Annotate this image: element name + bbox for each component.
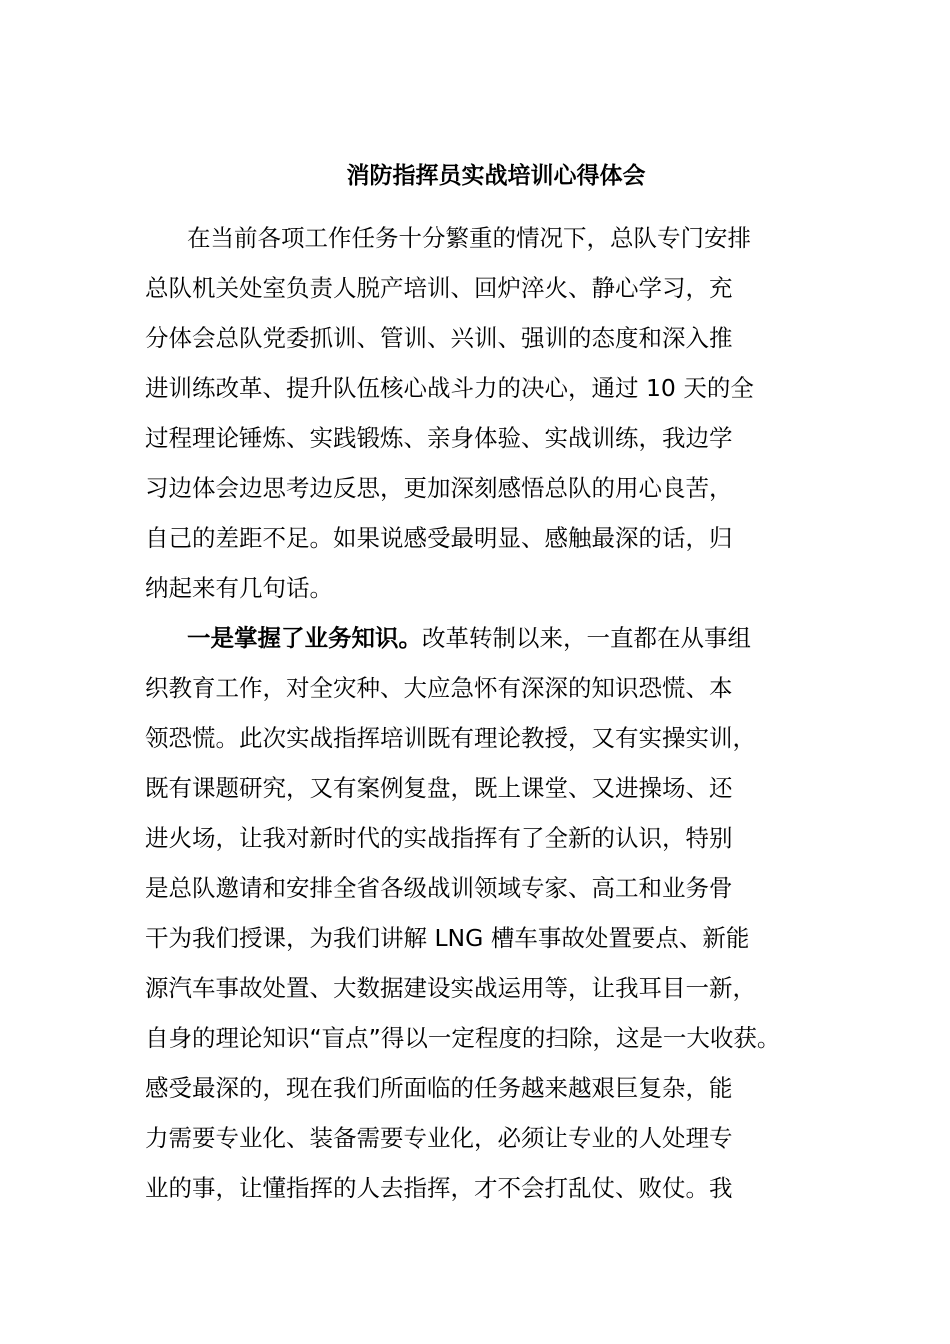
paragraph-line: 在当前各项工作任务十分繁重的情况下，总队专门安排 (187, 224, 751, 252)
paragraph-line: 过程理论锤炼、实践锻炼、亲身体验、实战训练，我边学 (145, 424, 733, 452)
paragraph-line: 自己的差距不足。如果说感受最明显、感触最深的话，归 (145, 524, 733, 552)
section-heading: 一是掌握了业务知识。 (187, 624, 422, 652)
paragraph-line: 分体会总队党委抓训、管训、兴训、强训的态度和深入推 (145, 324, 733, 352)
paragraph-line: 源汽车事故处置、大数据建设实战运用等，让我耳目一新， (145, 974, 756, 1002)
paragraph-line: 织教育工作，对全灾种、大应急怀有深深的知识恐慌、本 (145, 674, 733, 702)
paragraph-line: 自身的理论知识“盲点”得以一定程度的扫除，这是一大收获。 (145, 1024, 781, 1052)
paragraph-line: 进火场，让我对新时代的实战指挥有了全新的认识，特别 (145, 824, 733, 852)
paragraph-line: 领恐慌。此次实战指挥培训既有理论教授，又有实操实训， (145, 724, 756, 752)
paragraph-line: 既有课题研究，又有案例复盘，既上课堂、又进操场、还 (145, 774, 733, 802)
paragraph-line: 感受最深的，现在我们所面临的任务越来越艰巨复杂，能 (145, 1074, 733, 1102)
paragraph-line (187, 622, 751, 654)
paragraph-line: 力需要专业化、装备需要专业化，必须让专业的人处理专 (145, 1124, 733, 1152)
paragraph-text: 改革转制以来，一直都在从事组 (422, 624, 751, 652)
paragraph-line: 纳起来有几句话。 (145, 574, 333, 602)
paragraph-line: 是总队邀请和安排全省各级战训领域专家、高工和业务骨 (145, 874, 733, 902)
paragraph-line: 习边体会边思考边反思，更加深刻感悟总队的用心良苦， (145, 474, 733, 502)
paragraph-line: 总队机关处室负责人脱产培训、回炉淬火、静心学习，充 (145, 274, 733, 302)
paragraph-line: 干为我们授课，为我们讲解 LNG 槽车事故处置要点、新能 (145, 924, 750, 952)
document-title: 消防指挥员实战培训心得体会 (346, 163, 646, 189)
paragraph-line: 业的事，让懂指挥的人去指挥，才不会打乱仗、败仗。我 (145, 1174, 733, 1202)
paragraph-line: 进训练改革、提升队伍核心战斗力的决心，通过 10 天的全 (145, 374, 754, 402)
